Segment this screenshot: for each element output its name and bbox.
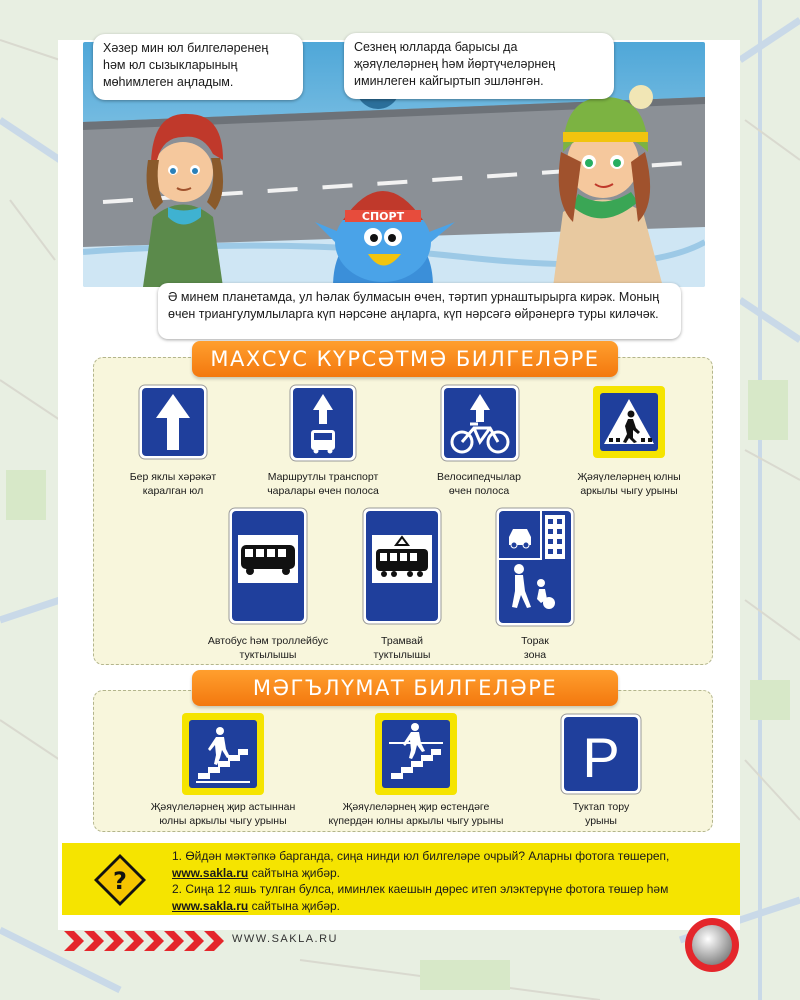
- information-signs-title: МӘГЪЛҮМАТ БИЛГЕЛӘРЕ: [192, 670, 618, 706]
- speech-bubble-boy: Хәзер мин юл билгеләренең һәм юл сызыкларының мөһимлеген аңладым.: [93, 34, 303, 100]
- page-badge-icon: [683, 916, 741, 974]
- question-glyph: ?: [113, 867, 127, 895]
- sign-caption-overhead-crossing: Җәяүлеләрнең җир өстендәге күпердән юлны аркылы чыгу урыны: [328, 801, 504, 827]
- task-line-2: 2. Сиңа 12 яшь тулган булса, иминлек каешын дөрес итеп элэктерүне фотога төшер һәм: [172, 882, 669, 896]
- tram-stop-icon: [362, 507, 442, 625]
- speech-bubble-alien: Ә минем планетамда, ул һәлак булмасын өчен, тәртип урнаштырырга кирәк. Моның өчен триангулумлыларга күп нәрсәне аңларга, күп нәрсәгә өйрәнергә туры киләчәк.: [158, 283, 681, 339]
- sign-caption-pedestrian-crossing: Җәяүлеләрнең юлны аркылы чыгу урыны: [577, 471, 681, 497]
- hat-text: СПОРТ: [361, 210, 405, 223]
- sign-caption-bus-stop: Автобус һәм троллейбус туктылышы: [207, 635, 329, 661]
- parking-letter: P: [582, 726, 620, 789]
- chevron-stripe-decoration: [62, 928, 227, 954]
- bus-stop-icon: [228, 507, 308, 625]
- question-sign-icon: [92, 852, 148, 908]
- one-way-road-icon: [138, 384, 208, 460]
- special-signs-title: МАХСУС КҮРСӘТМӘ БИЛГЕЛӘРЕ: [192, 341, 618, 377]
- footer-url[interactable]: WWW.SAKLA.RU: [232, 933, 339, 945]
- sign-caption-bus-lane: Маршрутлы транспорт чаралары өчен полоса: [267, 471, 379, 497]
- task-text: [172, 848, 732, 914]
- task-line-1b: www.sakla.ru сайтына җибәр.: [172, 865, 341, 880]
- sign-caption-tram-stop: Трамвай туктылышы: [373, 635, 431, 661]
- underground-crossing-icon: [182, 713, 264, 795]
- sign-caption-residential-zone: Торак зона: [521, 635, 549, 661]
- bicycle-lane-icon: [440, 384, 520, 462]
- sign-caption-one-way: Бер яклы хәрәкәт каралган юл: [129, 471, 217, 497]
- parking-icon: [560, 713, 642, 795]
- residential-zone-icon: [495, 507, 575, 627]
- speech-bubble-girl: Сезнең юлларда барысы да җәяүлеләрнең һәм йөртүчеләрнең иминлеген кайгыртып эшләнгән.: [344, 33, 614, 99]
- pedestrian-crossing-icon: [593, 386, 665, 458]
- sign-caption-parking: Туктап тору урыны: [572, 801, 630, 827]
- task-line-1: 1. Өйдән мәктәпкә барганда, сиңа нинди юл билгеләре очрый? Аларны фотога төшереп,: [172, 849, 670, 863]
- sakla-link-1[interactable]: www.sakla.ru: [172, 865, 249, 880]
- task-line-2b: www.sakla.ru сайтына җибәр.: [172, 898, 341, 913]
- sign-caption-underground-crossing: Җәяүлеләрнең җир астыннан юлны аркылы чыгу урыны: [150, 801, 296, 827]
- overhead-crossing-icon: [375, 713, 457, 795]
- sakla-link-2[interactable]: www.sakla.ru: [172, 898, 249, 913]
- sign-caption-bicycle-lane: Велосипедчылар өчен полоса: [437, 471, 521, 497]
- bus-lane-icon: [289, 384, 357, 462]
